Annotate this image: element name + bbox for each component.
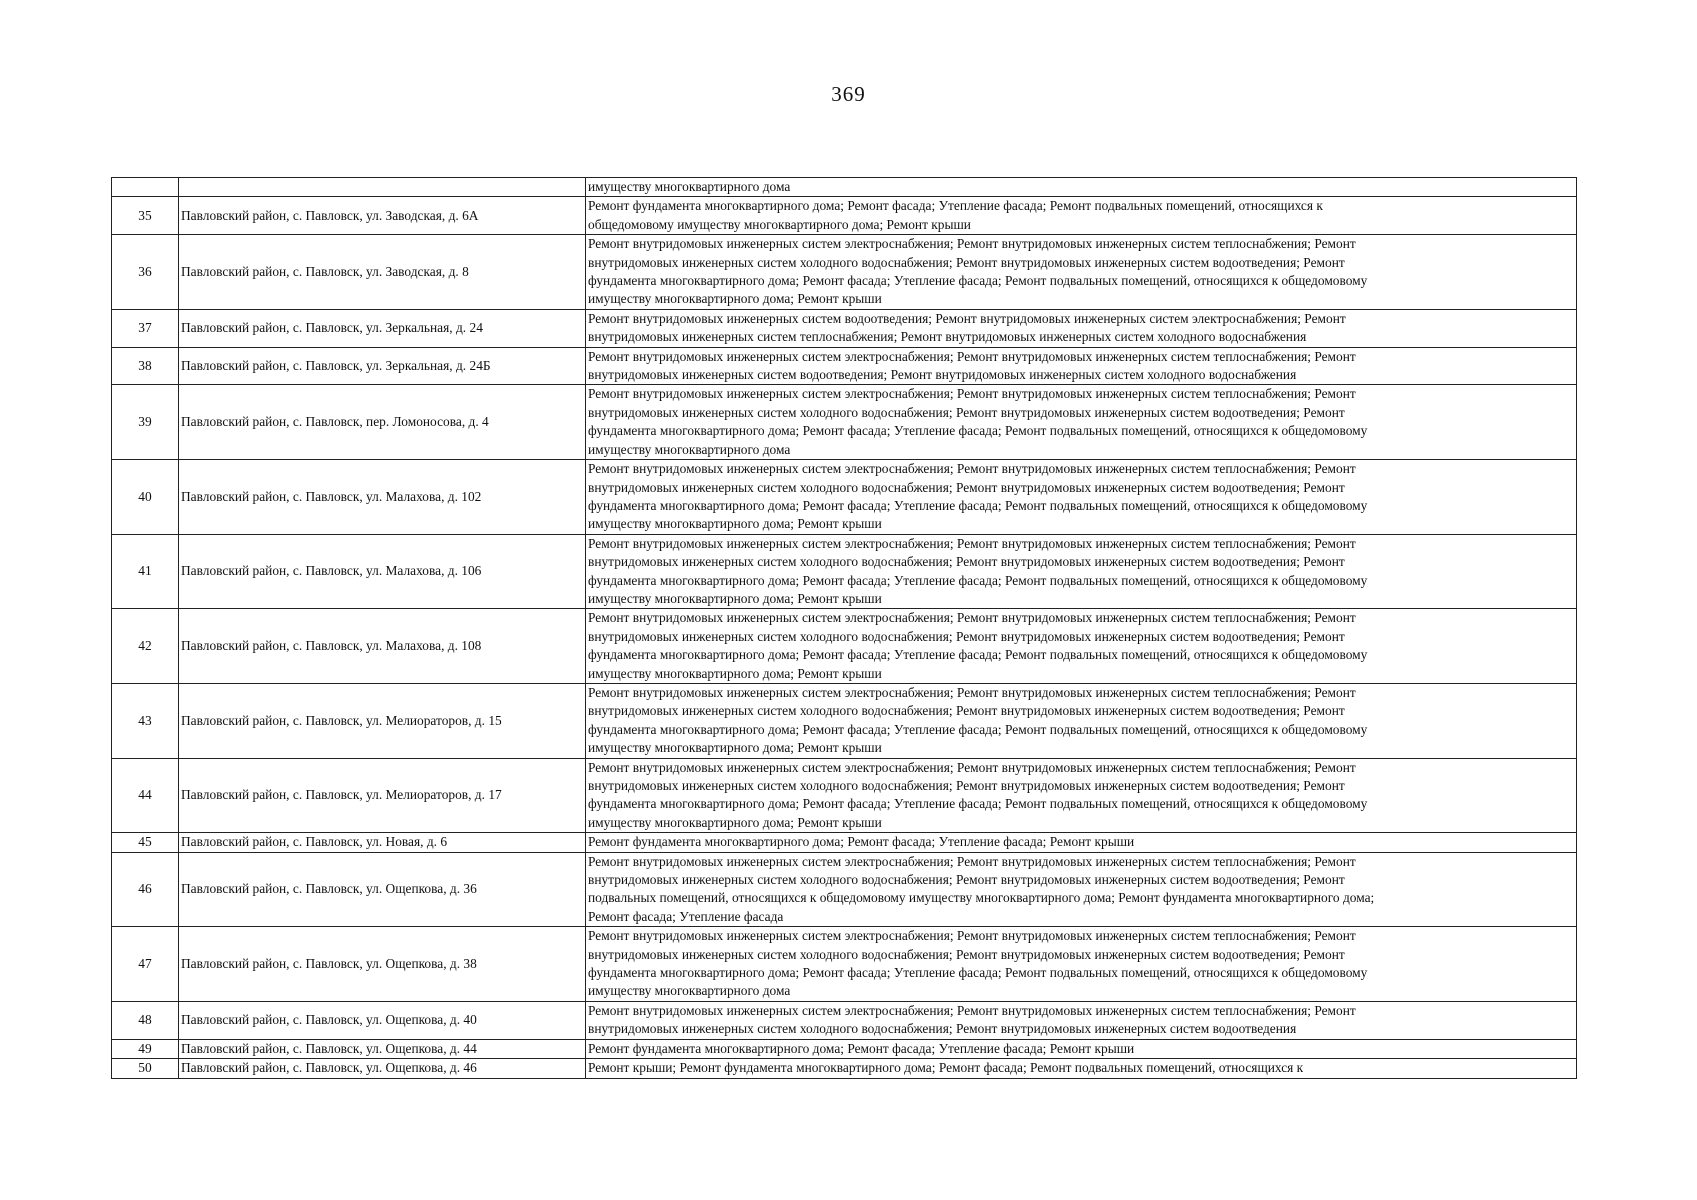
- works-cell: [586, 197, 1577, 235]
- works-line: Ремонт внутридомовых инженерных систем электроснабжения; Ремонт внутридомовых инженерных систем теплоснабжения; Ремонт: [588, 236, 1356, 252]
- page-number: 369: [831, 82, 866, 106]
- table-row: [112, 609, 1577, 684]
- works-line: имуществу многоквартирного дома; Ремонт крыши: [588, 814, 882, 830]
- row-number-cell: 45: [112, 833, 179, 852]
- works-line: Ремонт внутридомовых инженерных систем электроснабжения; Ремонт внутридомовых инженерных систем теплоснабжения; Ремонт: [588, 1002, 1356, 1018]
- works-line: имуществу многоквартирного дома: [588, 441, 791, 457]
- works-line: Ремонт внутридомовых инженерных систем электроснабжения; Ремонт внутридомовых инженерных систем теплоснабжения; Ремонт: [588, 461, 1356, 477]
- works-cell: [586, 460, 1577, 535]
- works-line: Ремонт фасада; Утепление фасада: [588, 908, 784, 924]
- works-cell: [586, 1059, 1577, 1078]
- address-cell: Павловский район, с. Павловск, ул. Зеркальная, д. 24: [179, 309, 586, 347]
- address-cell: Павловский район, с. Павловск, ул. Малахова, д. 108: [179, 609, 586, 684]
- table-row: [112, 852, 1577, 927]
- works-line: имуществу многоквартирного дома: [588, 983, 791, 999]
- works-line: внутридомовых инженерных систем холодного водоснабжения; Ремонт внутридомовых инженерных систем водоотведения; Ремонт: [588, 778, 1345, 793]
- works-line: фундамента многоквартирного дома; Ремонт фасада; Утепление фасада; Ремонт подвальных помещений, относящихся к общедомовому: [588, 273, 1368, 289]
- works-line: Ремонт внутридомовых инженерных систем электроснабжения; Ремонт внутридомовых инженерных систем теплоснабжения; Ремонт: [588, 348, 1356, 364]
- address-cell: Павловский район, с. Павловск, ул. Ощепкова, д. 36: [179, 852, 586, 927]
- row-number-cell: 43: [112, 683, 179, 758]
- table-row: [112, 460, 1577, 535]
- works-line: фундамента многоквартирного дома; Ремонт фасада; Утепление фасада; Ремонт подвальных помещений, относящихся к общедомовому: [588, 423, 1368, 439]
- registry-body: [112, 178, 1577, 1079]
- address-cell: Павловский район, с. Павловск, ул. Мелиораторов, д. 15: [179, 683, 586, 758]
- address-cell: [179, 178, 586, 197]
- works-line: Ремонт внутридомовых инженерных систем электроснабжения; Ремонт внутридомовых инженерных систем теплоснабжения; Ремонт: [588, 535, 1356, 551]
- continuation-row: [112, 178, 1577, 197]
- works-line: Ремонт внутридомовых инженерных систем электроснабжения; Ремонт внутридомовых инженерных систем теплоснабжения; Ремонт: [588, 928, 1356, 944]
- address-cell: Павловский район, с. Павловск, ул. Заводская, д. 6А: [179, 197, 586, 235]
- address-cell: Павловский район, с. Павловск, ул. Мелиораторов, д. 17: [179, 758, 586, 833]
- works-line: внутридомовых инженерных систем водоотведения; Ремонт внутридомовых инженерных систем холодного водоснабжения: [588, 367, 1297, 383]
- works-cell: [586, 309, 1577, 347]
- works-line: Ремонт фундамента многоквартирного дома; Ремонт фасада; Утепление фасада; Ремонт крыши: [588, 1040, 1135, 1056]
- works-line: внутридомовых инженерных систем холодного водоснабжения; Ремонт внутридомовых инженерных систем водоотведения; Ремонт: [588, 703, 1345, 719]
- works-line: Ремонт внутридомовых инженерных систем электроснабжения; Ремонт внутридомовых инженерных систем теплоснабжения; Ремонт: [588, 684, 1356, 700]
- works-line: имуществу многоквартирного дома; Ремонт крыши: [588, 665, 882, 681]
- table-row: [112, 833, 1577, 852]
- works-cell: [586, 852, 1577, 927]
- works-cell: [586, 1039, 1577, 1058]
- table-row: [112, 197, 1577, 235]
- repair-registry-table: [111, 177, 1577, 1079]
- works-line: фундамента многоквартирного дома; Ремонт фасада; Утепление фасада; Ремонт подвальных помещений, относящихся к общедомовому: [588, 796, 1368, 812]
- row-number-cell: 46: [112, 852, 179, 927]
- table-row: [112, 1001, 1577, 1039]
- works-line: фундамента многоквартирного дома; Ремонт фасада; Утепление фасада; Ремонт подвальных помещений, относящихся к общедомовому: [588, 965, 1368, 981]
- works-line: внутридомовых инженерных систем холодного водоснабжения; Ремонт внутридомовых инженерных систем водоотведения; Ремонт: [588, 404, 1345, 420]
- row-number-cell: 48: [112, 1001, 179, 1039]
- address-cell: Павловский район, с. Павловск, ул. Заводская, д. 8: [179, 235, 586, 310]
- row-number-cell: 39: [112, 385, 179, 460]
- works-line: Ремонт внутридомовых инженерных систем электроснабжения; Ремонт внутридомовых инженерных систем теплоснабжения; Ремонт: [588, 759, 1356, 775]
- row-number-cell: 37: [112, 309, 179, 347]
- row-number-cell: [112, 178, 179, 197]
- works-line: Ремонт фундамента многоквартирного дома; Ремонт фасада; Утепление фасада; Ремонт подвальных помещений, относящихся к: [588, 198, 1323, 214]
- table-row: [112, 927, 1577, 1002]
- row-number-cell: 47: [112, 927, 179, 1002]
- table-row: [112, 1059, 1577, 1078]
- works-cell: [586, 833, 1577, 852]
- works-cell: [586, 385, 1577, 460]
- works-line: внутридомовых инженерных систем холодного водоснабжения; Ремонт внутридомовых инженерных систем водоотведения; Ремонт: [588, 254, 1345, 270]
- works-line: подвальных помещений, относящихся к общедомовому имуществу многоквартирного дома; Ремонт фундамента многоквартирного дома;: [588, 890, 1375, 906]
- address-cell: Павловский район, с. Павловск, ул. Малахова, д. 106: [179, 534, 586, 609]
- works-line: внутридомовых инженерных систем холодного водоснабжения; Ремонт внутридомовых инженерных систем водоотведения; Ремонт: [588, 554, 1345, 570]
- row-number-cell: 40: [112, 460, 179, 535]
- row-number-cell: 49: [112, 1039, 179, 1058]
- works-line: внутридомовых инженерных систем холодного водоснабжения; Ремонт внутридомовых инженерных систем водоотведения; Ремонт: [588, 479, 1345, 495]
- works-cell: [586, 927, 1577, 1002]
- address-cell: Павловский район, с. Павловск, ул. Зеркальная, д. 24Б: [179, 347, 586, 385]
- works-line: фундамента многоквартирного дома; Ремонт фасада; Утепление фасада; Ремонт подвальных помещений, относящихся к общедомовому: [588, 497, 1368, 513]
- works-line: имуществу многоквартирного дома; Ремонт крыши: [588, 291, 882, 307]
- row-number-cell: 38: [112, 347, 179, 385]
- address-cell: Павловский район, с. Павловск, ул. Ощепкова, д. 38: [179, 927, 586, 1002]
- works-line: внутридомовых инженерных систем холодного водоснабжения; Ремонт внутридомовых инженерных систем водоотведения; Ремонт: [588, 628, 1345, 644]
- address-cell: Павловский район, с. Павловск, ул. Новая, д. 6: [179, 833, 586, 852]
- works-line: внутридомовых инженерных систем холодного водоснабжения; Ремонт внутридомовых инженерных систем водоотведения; Ремонт: [588, 872, 1345, 888]
- address-cell: Павловский район, с. Павловск, ул. Ощепкова, д. 44: [179, 1039, 586, 1058]
- works-line: внутридомовых инженерных систем холодного водоснабжения; Ремонт внутридомовых инженерных систем водоотведения: [588, 1021, 1297, 1037]
- address-cell: Павловский район, с. Павловск, ул. Ощепкова, д. 40: [179, 1001, 586, 1039]
- address-cell: Павловский район, с. Павловск, пер. Ломоносова, д. 4: [179, 385, 586, 460]
- works-cell: имуществу многоквартирного дома: [586, 178, 1577, 197]
- works-line: внутридомовых инженерных систем теплоснабжения; Ремонт внутридомовых инженерных систем холодного водоснабжения: [588, 329, 1307, 345]
- works-line: Ремонт внутридомовых инженерных систем электроснабжения; Ремонт внутридомовых инженерных систем теплоснабжения; Ремонт: [588, 853, 1356, 869]
- row-number-cell: 36: [112, 235, 179, 310]
- row-number-cell: 50: [112, 1059, 179, 1078]
- works-line: внутридомовых инженерных систем холодного водоснабжения; Ремонт внутридомовых инженерных систем водоотведения; Ремонт: [588, 946, 1345, 962]
- table-row: [112, 385, 1577, 460]
- works-line: фундамента многоквартирного дома; Ремонт фасада; Утепление фасада; Ремонт подвальных помещений, относящихся к общедомовому: [588, 572, 1368, 588]
- table-row: [112, 534, 1577, 609]
- works-line: Ремонт внутридомовых инженерных систем электроснабжения; Ремонт внутридомовых инженерных систем теплоснабжения; Ремонт: [588, 386, 1356, 402]
- works-line: фундамента многоквартирного дома; Ремонт фасада; Утепление фасада; Ремонт подвальных помещений, относящихся к общедомовому: [588, 647, 1368, 663]
- table-row: [112, 347, 1577, 385]
- table-row: [112, 235, 1577, 310]
- row-number-cell: 44: [112, 758, 179, 833]
- table-row: [112, 683, 1577, 758]
- works-line: фундамента многоквартирного дома; Ремонт фасада; Утепление фасада; Ремонт подвальных помещений, относящихся к общедомовому: [588, 721, 1368, 737]
- works-line: Ремонт внутридомовых инженерных систем электроснабжения; Ремонт внутридомовых инженерных систем теплоснабжения; Ремонт: [588, 610, 1356, 626]
- works-line: общедомовому имуществу многоквартирного дома; Ремонт крыши: [588, 216, 971, 232]
- table-row: [112, 1039, 1577, 1058]
- row-number-cell: 41: [112, 534, 179, 609]
- address-cell: Павловский район, с. Павловск, ул. Ощепкова, д. 46: [179, 1059, 586, 1078]
- table-row: [112, 758, 1577, 833]
- works-line: имуществу многоквартирного дома; Ремонт крыши: [588, 590, 882, 606]
- works-cell: [586, 347, 1577, 385]
- table-row: [112, 309, 1577, 347]
- works-cell: [586, 758, 1577, 833]
- address-cell: Павловский район, с. Павловск, ул. Малахова, д. 102: [179, 460, 586, 535]
- works-cell: [586, 235, 1577, 310]
- row-number-cell: 35: [112, 197, 179, 235]
- works-cell: [586, 534, 1577, 609]
- works-line: Ремонт внутридомовых инженерных систем водоотведения; Ремонт внутридомовых инженерных систем электроснабжения; Ремонт: [588, 310, 1346, 326]
- works-cell: [586, 683, 1577, 758]
- row-number-cell: 42: [112, 609, 179, 684]
- works-line: имуществу многоквартирного дома; Ремонт крыши: [588, 516, 882, 532]
- works-line: Ремонт фундамента многоквартирного дома; Ремонт фасада; Утепление фасада; Ремонт крыши: [588, 834, 1135, 850]
- works-line: Ремонт крыши; Ремонт фундамента многоквартирного дома; Ремонт фасада; Ремонт подвальных помещений, относящихся к: [588, 1060, 1304, 1076]
- works-cell: [586, 1001, 1577, 1039]
- works-line: имуществу многоквартирного дома; Ремонт крыши: [588, 740, 882, 756]
- works-cell: [586, 609, 1577, 684]
